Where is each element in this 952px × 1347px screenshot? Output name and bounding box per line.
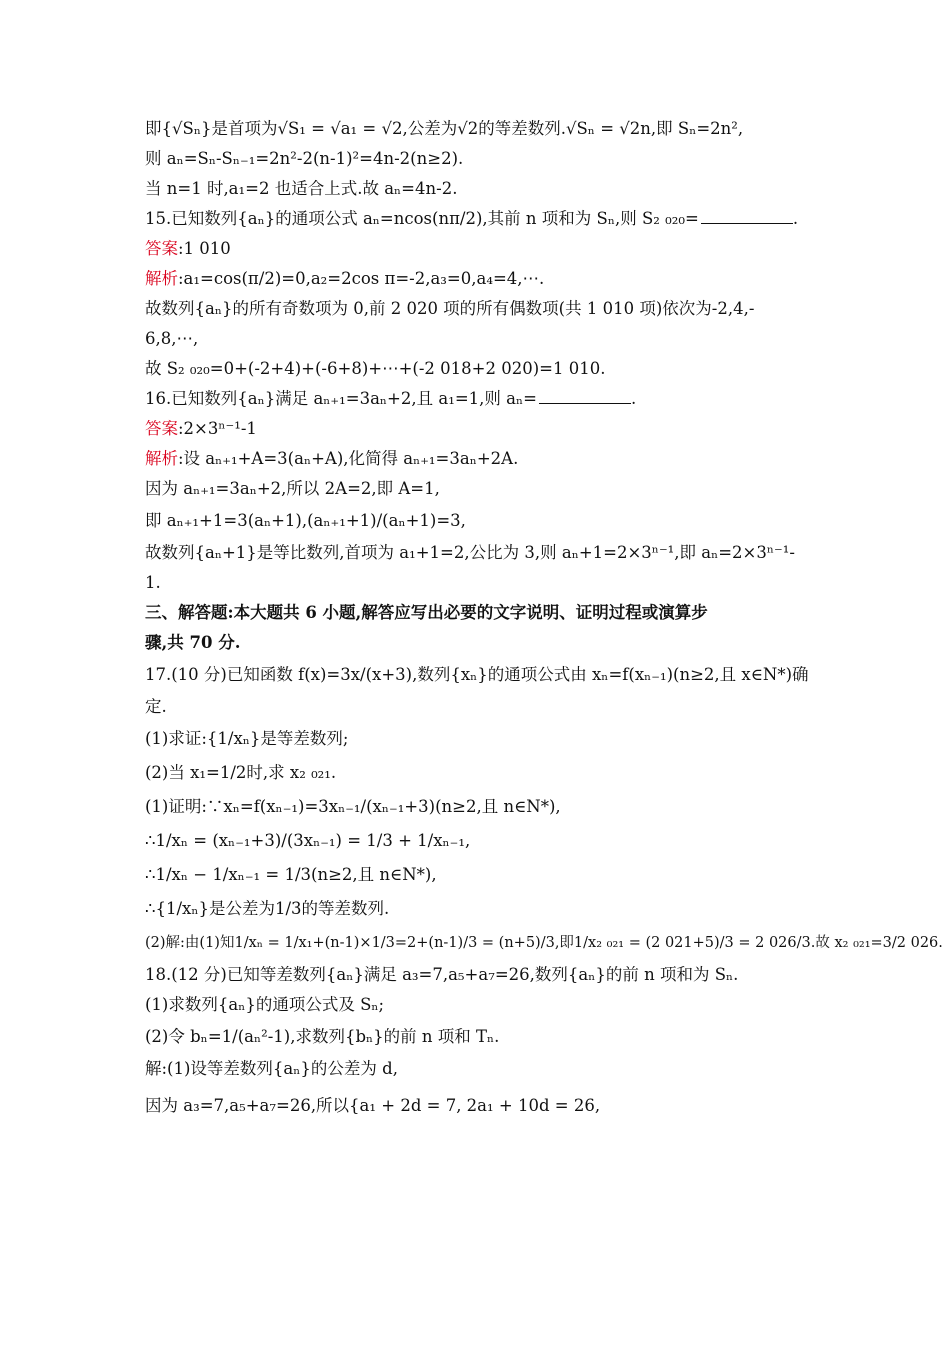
- section-heading: 三、解答题:本大题共 6 小题,解答应写出必要的文字说明、证明过程或演算步: [145, 603, 708, 622]
- question-17: 17.(10 分)已知函数 f(x)=3x/(x+3),数列{xₙ}的通项公式由 xₙ=f(xₙ₋₁)(n≥2,且 x∈N*)确: [145, 665, 809, 684]
- text-line: 因为 aₙ₊₁=3aₙ+2,所以 2A=2,即 A=1,: [145, 479, 440, 498]
- text-line: (2)令 bₙ=1/(aₙ²-1),求数列{bₙ}的前 n 项和 Tₙ.: [145, 1027, 500, 1046]
- text-line: (2)解:由(1)知1/xₙ = 1/x₁+(n-1)×1/3=2+(n-1)/3 = (n+5)/3,即1/x₂ ₀₂₁ = (2 021+5)/3 = 2 026/3.故 x₂ ₀₂₁=3/2 026.: [145, 935, 943, 951]
- text-line: (1)求数列{aₙ}的通项公式及 Sₙ;: [145, 995, 385, 1014]
- analysis-line: 解析:a₁=cos(π/2)=0,a₂=2cos π=-2,a₃=0,a₄=4,⋯.: [145, 269, 545, 288]
- question-18: 18.(12 分)已知等差数列{aₙ}满足 a₃=7,a₅+a₇=26,数列{aₙ}的前 n 项和为 Sₙ.: [145, 965, 739, 984]
- text-line: 因为 a₃=7,a₅+a₇=26,所以{a₁ + 2d = 7, 2a₁ + 10d = 26,: [145, 1096, 601, 1115]
- text-line: 故数列{aₙ}的所有奇数项为 0,前 2 020 项的所有偶数项(共 1 010 项)依次为-2,4,-: [145, 299, 755, 318]
- answer-line: 答案:1 010: [145, 239, 231, 258]
- answer-label: 答案: [145, 419, 178, 438]
- analysis-line: 解析:设 aₙ₊₁+A=3(aₙ+A),化简得 aₙ₊₁=3aₙ+2A.: [145, 449, 519, 468]
- question-16: 16.已知数列{aₙ}满足 aₙ₊₁=3aₙ+2,且 a₁=1,则 aₙ= .: [145, 384, 810, 414]
- document-page: [145, 114, 943, 1128]
- text-line: (1)求证:{1/xₙ}是等差数列;: [145, 729, 349, 748]
- text-line: ∴{1/xₙ}是公差为1/3的等差数列.: [145, 899, 390, 918]
- answer-blank: [539, 385, 631, 404]
- text-line: 故 S₂ ₀₂₀=0+(-2+4)+(-6+8)+⋯+(-2 018+2 020)=1 010.: [145, 359, 606, 378]
- text-line: (2)当 x₁=1/2时,求 x₂ ₀₂₁.: [145, 763, 337, 782]
- text-line: ∴1/xₙ − 1/xₙ₋₁ = 1/3(n≥2,且 n∈N*),: [145, 865, 437, 884]
- analysis-label: 解析: [145, 269, 178, 288]
- text-line: 即 aₙ₊₁+1=3(aₙ+1),(aₙ₊₁+1)/(aₙ+1)=3,: [145, 511, 466, 530]
- text-line: ∴1/xₙ = (xₙ₋₁+3)/(3xₙ₋₁) = 1/3 + 1/xₙ₋₁,: [145, 831, 471, 850]
- text-line: 解:(1)设等差数列{aₙ}的公差为 d,: [145, 1059, 398, 1078]
- text-line: 定.: [145, 697, 167, 716]
- text-line: 即{√Sₙ}是首项为√S₁ = √a₁ = √2,公差为√2的等差数列.√Sₙ = √2n,即 Sₙ=2n²,: [145, 119, 744, 138]
- text-line: 则 aₙ=Sₙ-Sₙ₋₁=2n²-2(n-1)²=4n-2(n≥2).: [145, 149, 464, 168]
- text-line: (1)证明:∵xₙ=f(xₙ₋₁)=3xₙ₋₁/(xₙ₋₁+3)(n≥2,且 n∈N*),: [145, 797, 561, 816]
- question-15: 15.已知数列{aₙ}的通项公式 aₙ=ncos(nπ/2),其前 n 项和为 Sₙ,则 S₂ ₀₂₀= .: [145, 204, 810, 234]
- text-line: 6,8,⋯,: [145, 329, 199, 348]
- answer-line: 答案:2×3ⁿ⁻¹-1: [145, 419, 257, 438]
- section-heading: 骤,共 70 分.: [145, 633, 241, 652]
- text-line: 1.: [145, 573, 161, 592]
- analysis-label: 解析: [145, 449, 178, 468]
- text-line: 故数列{aₙ+1}是等比数列,首项为 a₁+1=2,公比为 3,则 aₙ+1=2×3ⁿ⁻¹,即 aₙ=2×3ⁿ⁻¹-: [145, 543, 795, 562]
- text-line: 当 n=1 时,a₁=2 也适合上式.故 aₙ=4n-2.: [145, 179, 458, 198]
- answer-label: 答案: [145, 239, 178, 258]
- answer-blank: [701, 205, 793, 224]
